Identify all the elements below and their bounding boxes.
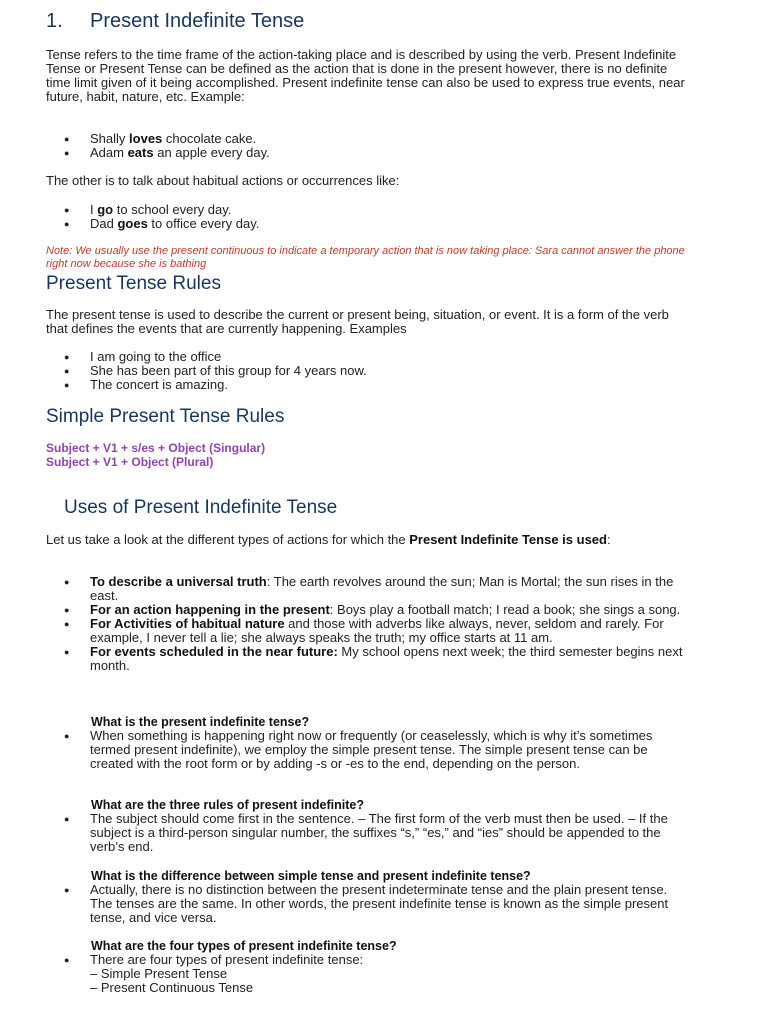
faq-question: What is the difference between simple tense and present indefinite tense? — [91, 869, 531, 883]
faq-answer: ● The subject should come first in the sentence. – The first form of the verb must then be used. – If the subject is a third-person singular number, the suffixes “s,” “es,” and “ies” should be appended to the verb’s end. — [64, 811, 668, 854]
rules-examples-list — [64, 350, 684, 392]
bullet-icon: ● — [64, 219, 70, 229]
bullet-icon: ● — [64, 955, 70, 965]
examples-list-2 — [64, 203, 684, 231]
intro-paragraph: Tense refers to the time frame of the action-taking place and is described by using the verb. Present Indefinite Tense or Present Tense can be defined as the action that is done in the present however, there is no definite time limit given of it being accomplished. Present indefinite tense can also be used to express true events, near future, habit, nature, etc. Example: — [46, 47, 685, 104]
list-item: ● I go to school every day. — [64, 202, 232, 217]
bullet-icon: ● — [64, 605, 70, 615]
bullet-icon: ● — [64, 731, 70, 741]
list-item: ● For events scheduled in the near future: My school opens next week; the third semester begins next month. — [64, 644, 683, 673]
bullet-icon: ● — [64, 380, 70, 390]
list-item: ● Dad goes to office every day. — [64, 216, 260, 231]
list-item: ● She has been part of this group for 4 years now. — [64, 363, 367, 378]
examples-list-1 — [64, 132, 684, 160]
bullet-icon: ● — [64, 577, 70, 587]
bullet-icon: ● — [64, 366, 70, 376]
faq-question: What are the four types of present indefinite tense? — [91, 939, 397, 953]
uses-heading: Uses of Present Indefinite Tense — [64, 497, 338, 518]
rules-paragraph: The present tense is used to describe the current or present being, situation, or event. It is a form of the verb that defines the events that are currently happening. Examples — [46, 307, 669, 336]
bullet-icon: ● — [64, 885, 70, 895]
list-item: ● For Activities of habitual nature and those with adverbs like always, never, seldom and rarely. For example, I never tell a lie; she always speaks the truth; my office starts at 11 am. — [64, 616, 664, 645]
faq-answer: ● When something is happening right now or frequently (or ceaselessly, which is why it’s sometimes termed present indefinite), we employ the simple present tense. The simple present tense can be created with the root form or by adding -s or -es to the end, depending on the person. — [64, 728, 653, 771]
section-heading-1 — [46, 10, 304, 33]
list-item: ● Adam eats an apple every day. — [64, 145, 270, 160]
section-title: Present Indefinite Tense — [90, 10, 305, 32]
faq-answer: ● There are four types of present indefinite tense: – Simple Present Tense – Present Continuous Tense — [64, 952, 364, 995]
faq-answer: ● Actually, there is no distinction between the present indeterminate tense and the plain present tense. The tenses are the same. In other words, the present indefinite tense is known as the simple present tense, and vice versa. — [64, 882, 669, 925]
rules-heading: Present Tense Rules — [46, 273, 221, 294]
section-number: 1. — [46, 10, 63, 32]
bullet-icon: ● — [64, 647, 70, 657]
bullet-icon: ● — [64, 814, 70, 824]
bullet-icon: ● — [64, 619, 70, 629]
list-item: ● Shally loves chocolate cake. — [64, 131, 257, 146]
note-text: Note: We usually use the present continuous to indicate a temporary action that is now taking place: Sara cannot answer the phone right now because she is bathing — [46, 245, 685, 270]
bullet-icon: ● — [64, 148, 70, 158]
formula-plural: Subject + V1 + Object (Plural) — [46, 455, 214, 469]
formula-singular: Subject + V1 + s/es + Object (Singular) — [46, 441, 266, 455]
bullet-icon: ● — [64, 134, 70, 144]
list-item: ● I am going to the office — [64, 349, 222, 364]
list-item: ● The concert is amazing. — [64, 377, 229, 392]
bullet-icon: ● — [64, 352, 70, 362]
habitual-intro: The other is to talk about habitual actions or occurrences like: — [46, 173, 400, 188]
list-item: ● For an action happening in the present: Boys play a football match; I read a book; she sings a song. — [64, 602, 681, 617]
bullet-icon: ● — [64, 205, 70, 215]
uses-intro: Let us take a look at the different types of actions for which the Present Indefinite Tense is used: — [46, 532, 611, 547]
faq-question: What are the three rules of present indefinite? — [91, 798, 364, 812]
list-item: ● To describe a universal truth: The earth revolves around the sun; Man is Mortal; the sun rises in the east. — [64, 574, 674, 603]
uses-list — [64, 575, 684, 673]
faq-question: What is the present indefinite tense? — [91, 715, 310, 729]
simple-rules-heading: Simple Present Tense Rules — [46, 406, 285, 427]
